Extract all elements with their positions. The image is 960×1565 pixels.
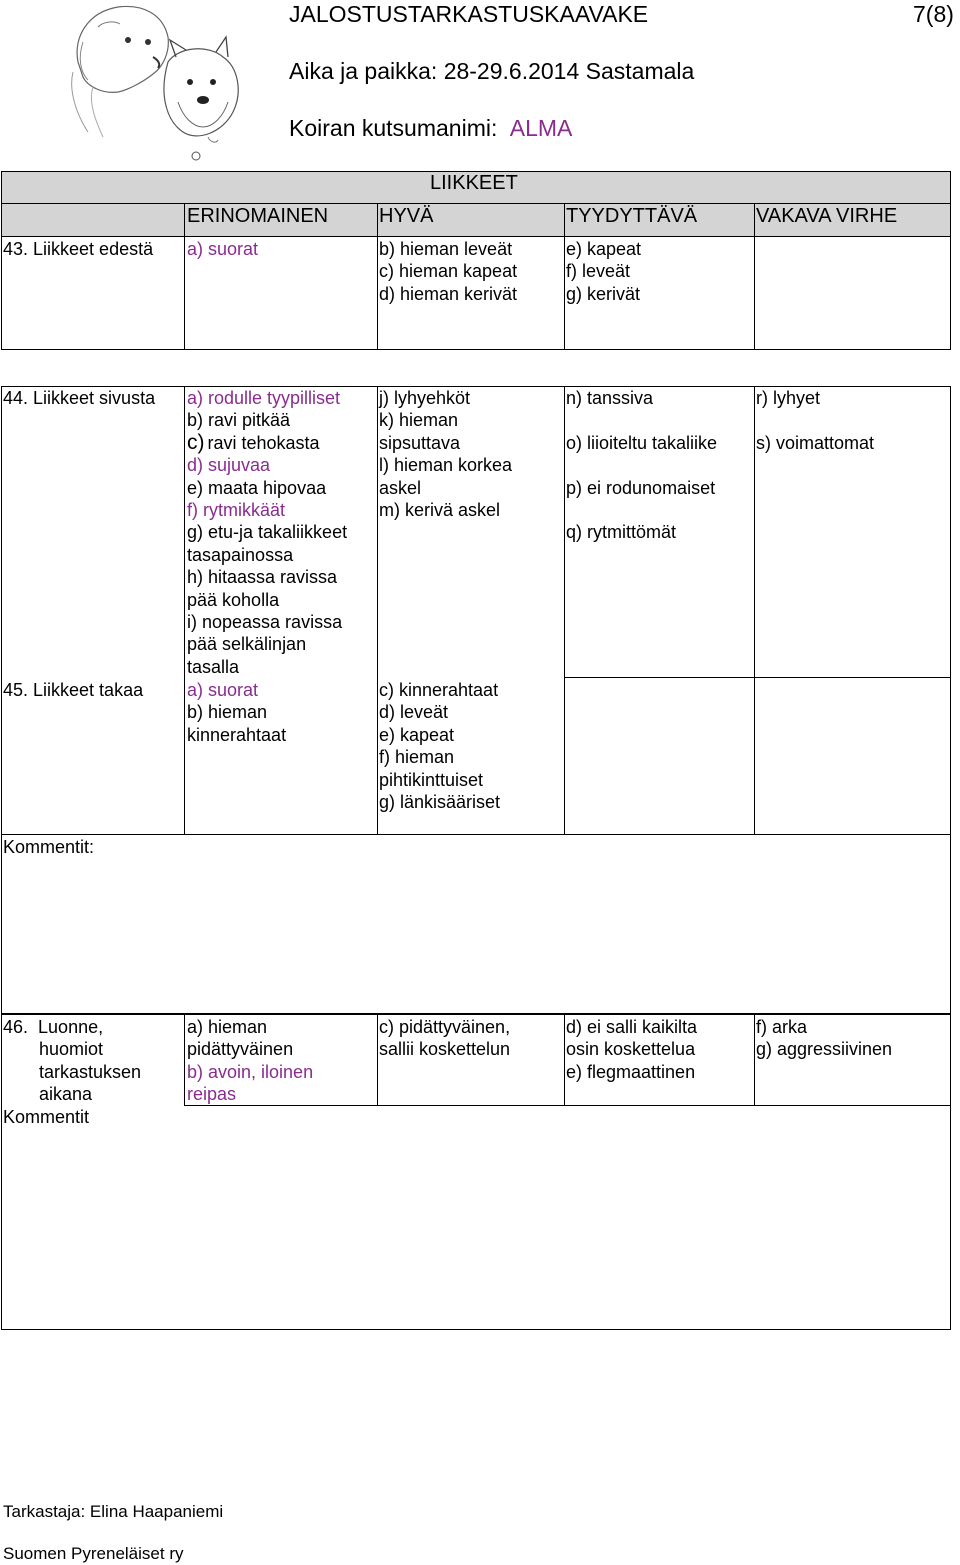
row-43-satisfactory: e) kapeat f) leveät g) kerivät — [566, 239, 642, 304]
dog-name: ALMA — [509, 115, 573, 141]
form-title: JALOSTUSTARKASTUSKAAVAKE — [289, 1, 649, 27]
dog-label: Koiran kutsumanimi: — [289, 115, 498, 141]
time-place: Aika ja paikka: 28-29.6.2014 Sastamala — [289, 58, 695, 84]
row-45-excellent: a) suorat b) hieman kinnerahtaat — [187, 680, 287, 745]
row-44-satisfactory: n) tanssiva o) liioiteltu takaliike p) ei rodunomaiset q) rytmittömät — [566, 388, 718, 543]
row-46-excellent: a) hieman pidättyväinen b) avoin, iloinen reipas — [187, 1017, 314, 1105]
row-44-good: j) lyhyehköt k) hieman sipsuttava l) hieman korkea askel m) kerivä askel — [379, 388, 513, 521]
row-46-serious: f) arka g) aggressiivinen — [756, 1017, 893, 1060]
row-45-good: c) kinnerahtaat d) leveät e) kapeat f) hieman pihtikinttuiset g) länkisääriset — [379, 680, 501, 813]
comments-label: Kommentit: — [3, 837, 95, 857]
col-header-excellent: ERINOMAINEN — [187, 205, 329, 227]
row-45-label: 45. Liikkeet takaa — [3, 680, 144, 700]
dogs-sketch-logo — [58, 2, 268, 167]
comments2-area[interactable] — [2, 1130, 950, 1328]
section-title: LIIKKEET — [430, 172, 518, 194]
row-43-good: b) hieman leveät c) hieman kapeat d) hieman kerivät — [379, 239, 518, 304]
col-header-serious: VAKAVA VIRHE — [756, 205, 898, 227]
comments2-label: Kommentit — [3, 1107, 90, 1127]
dog-name-label — [289, 115, 572, 142]
row-44-excellent: a) rodulle tyypilliset b) ravi pitkää c) ravi tehokasta d) sujuvaa e) maata hipovaa f) rytmikkäät g) etu-ja takaliikkeet tasapainossa h) hitaassa ravissa pää koholla i) nopeassa ravissa pää selkälinjan tasalla — [187, 388, 348, 677]
col-header-satisfactory: TYYDYTTÄVÄ — [566, 205, 698, 227]
col-header-good: HYVÄ — [379, 205, 434, 227]
row-43-excellent-a: a) suorat — [187, 239, 259, 259]
page-number: 7(8) — [913, 1, 954, 27]
footer-club: Suomen Pyreneläiset ry — [3, 1544, 184, 1563]
row-44-serious: r) lyhyet s) voimattomat — [756, 388, 875, 453]
row-44-label: 44. Liikkeet sivusta — [3, 388, 156, 408]
row-46-satisfactory: d) ei salli kaikilta osin koskettelua e) flegmaattinen — [566, 1017, 698, 1082]
row-46-good: c) pidättyväinen, sallii koskettelun — [379, 1017, 511, 1060]
row-43-label: 43. Liikkeet edestä — [3, 239, 154, 259]
footer-inspector: Tarkastaja: Elina Haapaniemi — [3, 1502, 224, 1521]
row-46-label: 46. Luonne, huomiot tarkastuksen aikana — [3, 1017, 142, 1105]
comments-area[interactable] — [2, 860, 950, 1012]
